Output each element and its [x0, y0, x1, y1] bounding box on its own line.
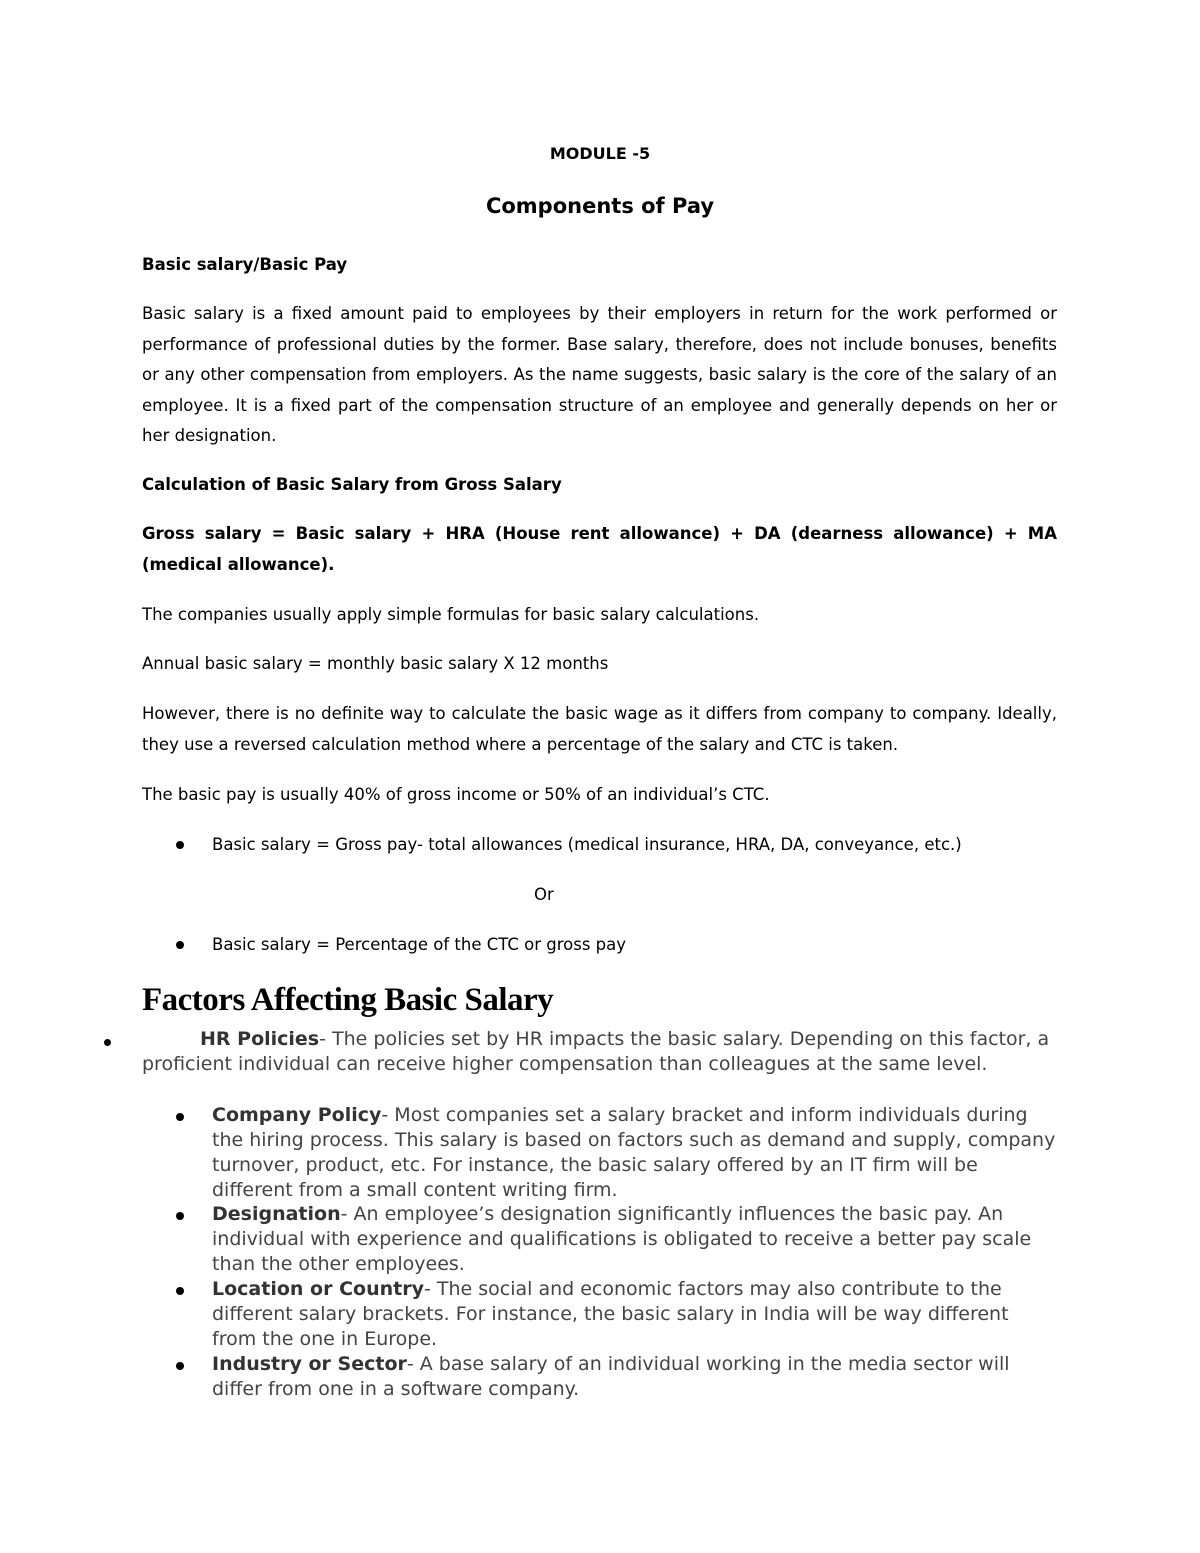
bullet-icon [176, 1113, 184, 1121]
factor-term: Designation [212, 1203, 341, 1225]
factor-company-policy [212, 1103, 1057, 1203]
factor-term: Company Policy [212, 1104, 382, 1126]
bullet-icon [176, 1362, 184, 1370]
factor-description: - Most companies set a salary bracket and inform individuals during the hiring process. This salary is based on factors such as demand and supply, company turnover, product, etc. For instance, the basic salary offered by an IT firm will be different from a small content writing firm. [212, 1104, 1056, 1201]
bullet-icon [176, 841, 184, 849]
definite-way-paragraph: However, there is no definite way to calculate the basic wage as it differs from company to company. Ideally, they use a reversed calculation method where a percentage of the salary and CTC is taken. [142, 704, 1057, 754]
factor-location [212, 1277, 1057, 1352]
factor-description: - A base salary of an individual working in the media sector will differ from one in a software company. [212, 1353, 1010, 1400]
factor-term: Industry or Sector [212, 1353, 407, 1375]
factor-term: Location or Country [212, 1278, 424, 1300]
bullet-icon [176, 1212, 184, 1220]
or-separator: Or [534, 885, 554, 904]
factor-designation [212, 1202, 1057, 1277]
module-label: MODULE -5 [549, 144, 651, 163]
factor-description: - The policies set by HR impacts the basic salary. Depending on this factor, a proficient individual can receive higher compensation than colleagues at the same level. [142, 1028, 1050, 1075]
factor-hr-policies [142, 1027, 1057, 1077]
simple-formulas-line: The companies usually apply simple formulas for basic salary calculations. [142, 605, 760, 624]
page-title: Components of Pay [485, 194, 715, 218]
basic-salary-heading: Basic salary/Basic Pay [142, 255, 348, 274]
bullet-icon [104, 1039, 111, 1046]
basic-pay-percent-line: The basic pay is usually 40% of gross income or 50% of an individual’s CTC. [142, 785, 770, 804]
bullet-basic-ctc: Basic salary = Percentage of the CTC or gross pay [212, 935, 627, 954]
factor-term: HR Policies [200, 1028, 320, 1050]
factor-description: - An employee’s designation significantly influences the basic pay. An individual with experience and qualifications is obligated to receive a better pay scale than the other employees. [212, 1203, 1032, 1275]
factors-heading: Factors Affecting Basic Salary [142, 982, 554, 1018]
calc-heading: Calculation of Basic Salary from Gross Salary [142, 475, 562, 494]
bullet-basic-gross: Basic salary = Gross pay- total allowances (medical insurance, HRA, DA, conveyance, etc.) [212, 835, 962, 854]
factor-description: - The social and economic factors may also contribute to the different salary brackets. For instance, the basic salary in India will be way different from the one in Europe. [212, 1278, 1009, 1350]
annual-basic-line: Annual basic salary = monthly basic salary X 12 months [142, 654, 609, 673]
bullet-icon [176, 1287, 184, 1295]
basic-salary-paragraph: Basic salary is a fixed amount paid to employees by their employers in return for the work performed or performance of professional duties by the former. Base salary, therefore, does not include bonuses, benefits or any other compensation from employers. As the name suggests, basic salary is the core of the salary of an employee. It is a fixed part of the compensation structure of an employee and generally depends on her or her designation. [142, 304, 1057, 445]
gross-salary-formula: Gross salary = Basic salary + HRA (House rent allowance) + DA (dearness allowance) + MA (medical allowance). [142, 524, 1057, 574]
factor-industry [212, 1352, 1057, 1402]
bullet-icon [176, 941, 184, 949]
